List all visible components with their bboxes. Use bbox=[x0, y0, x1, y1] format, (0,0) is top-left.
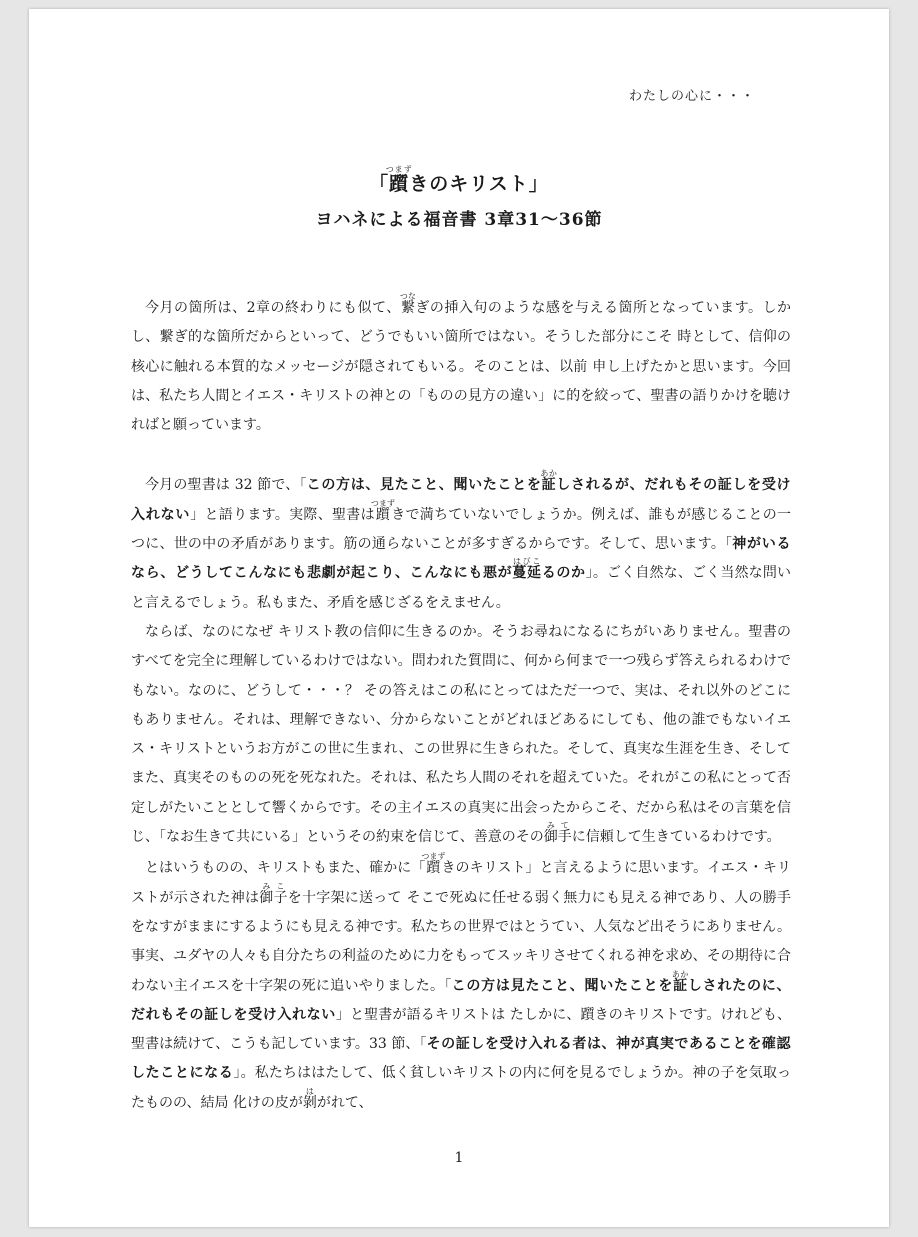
paragraph-3: ならば、なのになぜ キリスト教の信仰に生きるのか。そうお尋ねになるにちがいありません。聖書のすべてを完全に理解しているわけではない。問われた質問に、何から何まで一つ残らず答えられるわけでもない。なのに、どうして・・・？ その答えはこの私にとってはただ一つで、実は、それ以外のどこにもありません。それは、理解できない、分からないことがどれほどあるにしても、他の誰でもないイエス・キリストというお方がこの世に生まれ、この世界に生きられた。そして、真実な生涯を生き、そしてまた、真実そのものの死を死なれた。それは、私たち人間のそれを超えていた。それがこの私にとって否定しがたいこととして響くからです。その主イエスの真実に出会ったからこそ、だから私はその言葉を信じ、「なお生きて共にいる」というその約束を信じて、善意のその御手みてに信頼して生きているわけです。 bbox=[131, 623, 791, 846]
page-subtitle: ヨハネによる福音書 3章31〜36節 bbox=[315, 210, 603, 230]
scripture-quote: 神がいるなら、どうしてこんなにも悲劇が起こり、こんなにも悪が bbox=[131, 536, 791, 582]
scripture-quote: しされたのに、だれもその証しを受け入れない bbox=[131, 977, 791, 1023]
ruby-annotation: 証あか bbox=[671, 969, 689, 994]
ruby-annotation: 躓つまず bbox=[421, 852, 446, 877]
scripture-quote: るのか bbox=[541, 565, 586, 582]
header-note: わたしの心に・・・ bbox=[628, 89, 755, 104]
ruby-annotation: 繋つな bbox=[399, 292, 416, 316]
ruby-annotation: 御子みこ bbox=[259, 881, 288, 906]
paragraph-2: 今月の聖書は 32 節で、「この方は、見たこと、聞いたことを証あかしされるが、だれもその証しを受け入れない」と語ります。実際、聖書は躓つまずきで満ちていないでしょうか。例えば、誰もが感じることの一つに、世の中の矛盾があります。筋の通らないことが多すぎるからです。そして、思います。「神がいるなら、どうしてこんなにも悲劇が起こり、こんなにも悪が蔓延はびこるのか」。ごく自然な、ごく当然な問いと言えるでしょう。私もまた、矛盾を感じざるをえません。 bbox=[131, 469, 792, 611]
scripture-quote: その証しを受け入れる者は、神が真実であることを確認したことになる bbox=[131, 1036, 791, 1082]
paragraph-1: 今月の箇所は、2章の終わりにも似て、繋つなぎの挿入句のような感を与える箇所となっています。しかし、繋ぎ的な箇所だからといって、どうでもいい箇所ではない。そうした部分にこそ 時として、信仰の核心に触れる本質的なメッセージが隠されてもいる。そのことは、以前 申し上げたかと思います。今回は、私たち人間とイエス・キリストの神との「ものの見方の違い」に的を絞って、聖書の語りかけを聴ければと願っています。 bbox=[131, 292, 791, 434]
page-number: 1 bbox=[454, 1150, 464, 1166]
body-text bbox=[131, 292, 791, 1118]
scripture-quote: しされるが、だれもその証しを受け入れない bbox=[131, 477, 792, 523]
page-title: 「躓つまずきのキリスト」 bbox=[369, 165, 549, 195]
title-ruby: 躓つまず bbox=[385, 165, 413, 195]
document-page bbox=[29, 9, 889, 1227]
paragraph-4: とはいうものの、キリストもまた、確かに「躓つまずきのキリスト」と言えるように思います。イエス・キリストが示された神は御子みこを十字架に送って そこで死ぬに任せる弱く無力にも見える神であり、人の勝手をなすがままにするようにも見える神です。私たちの世界ではとうてい、人気など出そうにありません。事実、ユダヤの人々も自分たちの利益のために力をもってスッキリさせてくれる神を求め、その期待に合わない主イエスを十字架の死に追いやりました。「この方は見たこと、聞いたことを証あかしされたのに、だれもその証しを受け入れない」と聖書が語るキリストは たしかに、躓きのキリストです。けれども、聖書は続けて、こうも記しています。33 節、「その証しを受け入れる者は、神が真実であることを確認したことになる」。私たちははたして、低く貧しいキリストの内に何を見るでしょうか。神の子を気取ったものの、結局 化けの皮が剝はがれて、 bbox=[131, 852, 792, 1111]
ruby-annotation: 蔓延はびこ bbox=[512, 557, 542, 582]
scripture-quote: この方は、見たこと、聞いたことを bbox=[306, 477, 542, 494]
scripture-quote: この方は見たこと、聞いたことを bbox=[451, 977, 674, 994]
ruby-annotation: 躓つまず bbox=[370, 498, 395, 523]
ruby-annotation: 御手みて bbox=[543, 821, 572, 846]
ruby-annotation: 剝は bbox=[302, 1086, 317, 1111]
ruby-annotation: 証あか bbox=[540, 469, 558, 494]
